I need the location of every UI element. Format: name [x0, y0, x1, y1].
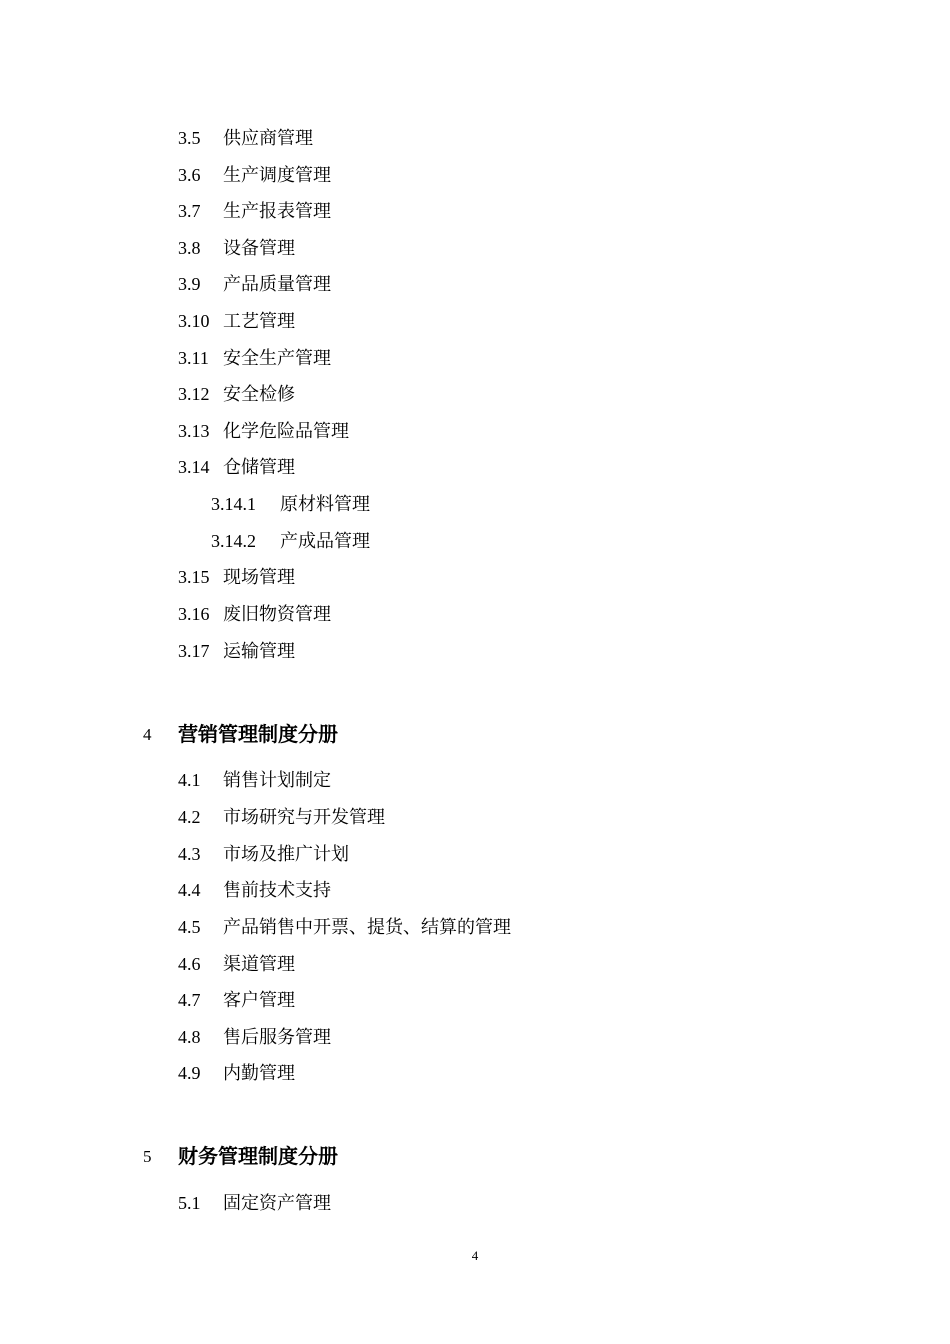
toc-entry-title: 市场及推广计划 [223, 844, 349, 864]
chapter-number: 5 [143, 1147, 152, 1166]
toc-entry-number: 3.6 [178, 165, 201, 185]
toc-entry-number: 3.14.2 [211, 531, 256, 551]
toc-entry-title: 安全生产管理 [223, 348, 331, 368]
toc-entry-title: 销售计划制定 [223, 770, 331, 790]
toc-entry-number: 3.8 [178, 238, 201, 258]
toc-entry-number: 4.1 [178, 770, 201, 790]
toc-entry-title: 设备管理 [223, 238, 295, 258]
toc-entry-title: 现场管理 [223, 567, 295, 587]
toc-entry-number: 4.4 [178, 880, 201, 900]
toc-entry-number: 3.16 [178, 604, 210, 624]
toc-entry-title: 生产调度管理 [223, 165, 331, 185]
toc-entry-title: 废旧物资管理 [223, 604, 331, 624]
toc-entry-number: 4.8 [178, 1027, 201, 1047]
toc-entry-title: 安全检修 [223, 384, 295, 404]
toc-entry-title: 化学危险品管理 [223, 421, 349, 441]
chapter-number: 4 [143, 725, 152, 744]
toc-entry-title: 工艺管理 [223, 311, 295, 331]
toc-entry-title: 生产报表管理 [223, 201, 331, 221]
toc-entry-title: 运输管理 [223, 641, 295, 661]
toc-entry-title: 产品销售中开票、提货、结算的管理 [223, 917, 511, 937]
toc-entry-title: 原材料管理 [280, 494, 370, 514]
toc-entry-title: 仓储管理 [223, 457, 295, 477]
toc-entry-title: 内勤管理 [223, 1063, 295, 1083]
toc-entry-number: 3.5 [178, 128, 201, 148]
toc-entry-number: 3.9 [178, 274, 201, 294]
toc-entry-title: 客户管理 [223, 990, 295, 1010]
toc-entry-number: 3.17 [178, 641, 210, 661]
toc-entry-title: 市场研究与开发管理 [223, 807, 385, 827]
toc-entry-number: 3.7 [178, 201, 201, 221]
toc-entry-number: 4.9 [178, 1063, 201, 1083]
toc-entry-number: 3.15 [178, 567, 210, 587]
toc-entry-title: 固定资产管理 [223, 1193, 331, 1213]
toc-entry-number: 3.10 [178, 311, 210, 331]
toc-entry-title: 产成品管理 [280, 531, 370, 551]
toc-entry-number: 4.7 [178, 990, 201, 1010]
toc-entry-number: 4.5 [178, 917, 201, 937]
toc-entry-title: 售前技术支持 [223, 880, 331, 900]
toc-entry-number: 3.14 [178, 457, 210, 477]
page-number: 4 [471, 1248, 479, 1263]
toc-entry-number: 3.14.1 [211, 494, 256, 514]
chapter-title: 营销管理制度分册 [178, 724, 338, 746]
toc-entry-title: 供应商管理 [223, 128, 313, 148]
toc-entry-number: 3.13 [178, 421, 210, 441]
toc-entry-number: 5.1 [178, 1193, 201, 1213]
toc-entry-number: 3.11 [178, 348, 209, 368]
chapter-title: 财务管理制度分册 [178, 1146, 338, 1168]
toc-entry-number: 4.6 [178, 954, 201, 974]
toc-entry-title: 产品质量管理 [223, 274, 331, 294]
toc-entry-number: 4.2 [178, 807, 201, 827]
toc-entry-number: 4.3 [178, 844, 201, 864]
toc-entry-title: 售后服务管理 [223, 1027, 331, 1047]
toc-entry-title: 渠道管理 [223, 954, 295, 974]
toc-entry-number: 3.12 [178, 384, 210, 404]
